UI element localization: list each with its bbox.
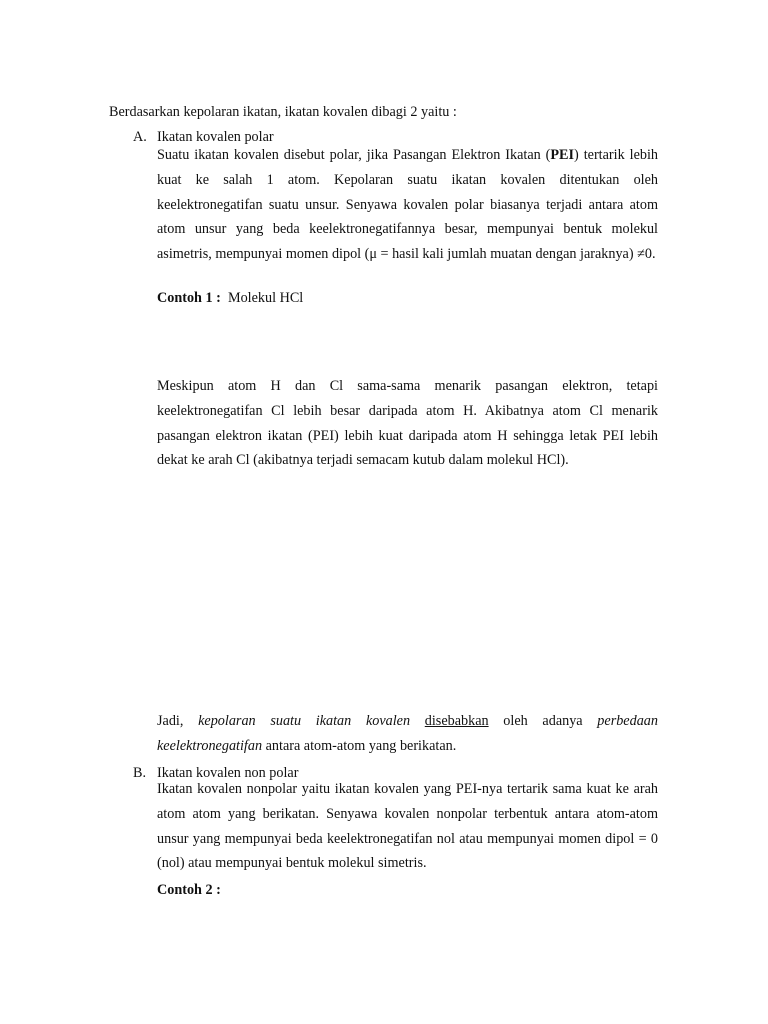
disebabkan-underlined: disebabkan bbox=[424, 713, 489, 729]
section-b-paragraph: Ikatan kovalen nonpolar yaitu ikatan kovalen yang PEI-nya tertarik sama kuat ke arah atom atom yang berikatan. Senyawa kovalen nonpolar terbentuk antara atom-atom unsur yang mempunyai beda keelektronegatifan nol atau mempunyai momen dipol = 0 (nol) atau mempunyai bentuk molekul simetris. bbox=[157, 781, 658, 872]
contoh-2 bbox=[157, 881, 221, 899]
intro-text: Berdasarkan kepolaran ikatan, ikatan kovalen dibagi 2 yaitu : bbox=[109, 104, 457, 120]
section-a-explanation: Meskipun atom H dan Cl sama-sama menarik pasangan elektron, tetapi keelektronegatifan Cl lebih besar daripada atom H. Akibatnya atom Cl menarik pasangan elektron ikatan (PEI) lebih kuat daripada atom H sehingga letak PEI lebih dekat ke arah Cl (akibatnya terjadi semacam kutub dalam molekul HCl). bbox=[157, 378, 658, 469]
pei-bold: PEI bbox=[550, 147, 575, 163]
contoh-1 bbox=[157, 289, 303, 307]
section-a-heading: Ikatan kovalen polar bbox=[157, 129, 274, 145]
section-b-marker: B. bbox=[133, 765, 147, 781]
section-a-paragraph: Suatu ikatan kovalen disebut polar, jika Pasangan Elektron Ikatan (PEI) tertarik lebih kuat ke salah 1 atom. Kepolaran suatu ikatan kovalen ditentukan oleh keelektronegatifan suatu unsur. Senyawa kovalen polar biasanya terjadi antara atom atom unsur yang beda keelektronegatifannya besar, mempunyai bentuk molekul asimetris, mempunyai momen dipol (μ = hasil kali jumlah muatan dengan jaraknya) ≠0. bbox=[157, 147, 658, 263]
section-b-heading: Ikatan kovalen non polar bbox=[157, 765, 299, 781]
section-a-conclusion: Jadi, kepolaran suatu ikatan kovalen disebabkan oleh adanya perbedaan keelektronegatifan antara atom-atom yang berikatan. bbox=[157, 713, 658, 754]
contoh-1-value: Molekul HCl bbox=[227, 290, 304, 306]
contoh-2-label: Contoh 2 : bbox=[157, 882, 221, 898]
section-a-marker: A. bbox=[133, 129, 147, 145]
contoh-1-label: Contoh 1 : bbox=[157, 290, 221, 306]
